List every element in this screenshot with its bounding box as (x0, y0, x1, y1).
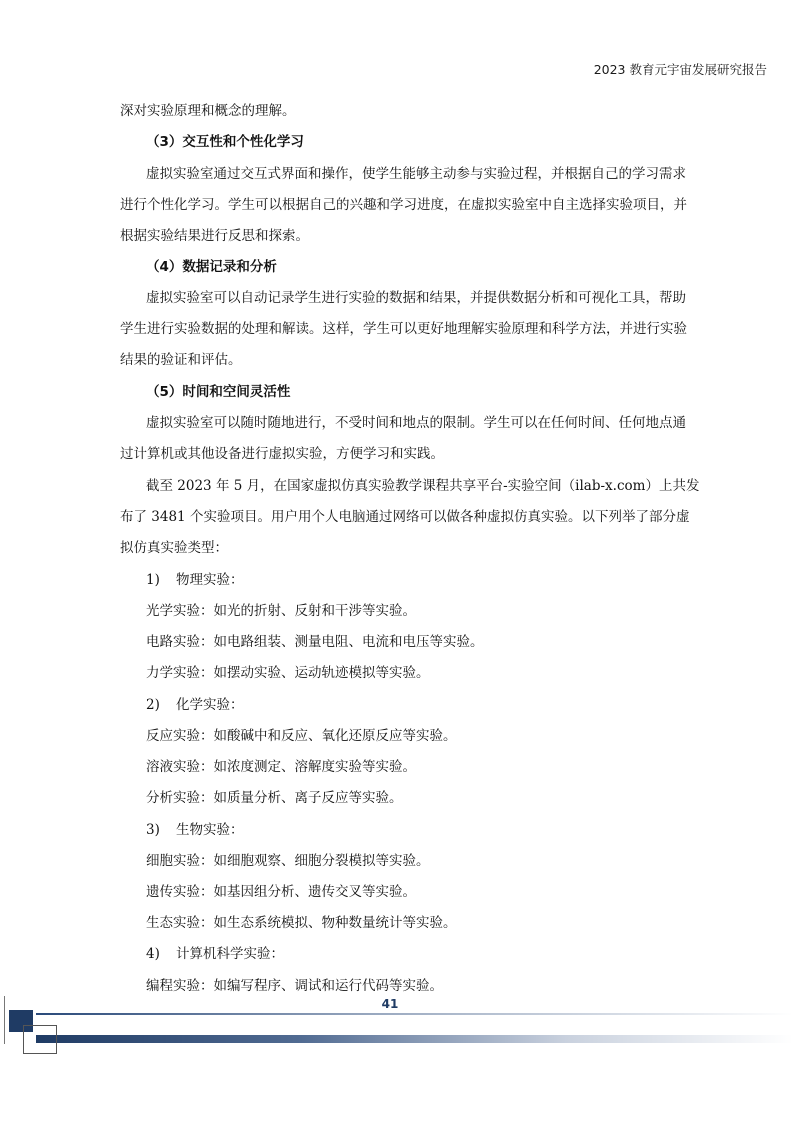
example-line: 力学实验：如摆动实验、运动轨迹模拟等实验。 (146, 665, 430, 681)
list-number: 1) (146, 572, 160, 588)
paragraph-line: 虚拟实验室可以随时随地进行，不受时间和地点的限制。学生可以在任何时间、任何地点通 (146, 415, 686, 431)
example-line: 分析实验：如质量分析、离子反应等实验。 (146, 790, 403, 806)
paragraph-line: 进行个性化学习。学生可以根据自己的兴趣和学习进度，在虚拟实验室中自主选择实验项目，并 (120, 197, 687, 213)
list-label: 计算机科学实验： (176, 946, 284, 962)
section-heading-4: （4）数据记录和分析 (146, 259, 277, 275)
paragraph-line: 截至 2023 年 5 月，在国家虚拟仿真实验教学课程共享平台-实验空间（ilab-x.com）上共发 (146, 478, 700, 494)
paragraph-line: 虚拟实验室可以自动记录学生进行实验的数据和结果，并提供数据分析和可视化工具，帮助 (146, 290, 686, 306)
section-heading-5: （5）时间和空间灵活性 (146, 384, 291, 400)
footer-decoration-outline (23, 1025, 57, 1054)
footer-divider (4, 996, 5, 1044)
example-line: 编程实验：如编写程序、调试和运行代码等实验。 (146, 978, 443, 994)
footer-rule-thin (36, 1013, 793, 1015)
running-header: 2023 教育元宇宙发展研究报告 (593, 62, 767, 77)
list-item (146, 571, 244, 589)
paragraph-line: 结果的验证和评估。 (120, 352, 242, 368)
example-line: 细胞实验：如细胞观察、细胞分裂模拟等实验。 (146, 853, 430, 869)
example-line: 光学实验：如光的折射、反射和干涉等实验。 (146, 603, 416, 619)
list-item (146, 945, 284, 963)
list-number: 3) (146, 822, 160, 838)
paragraph-line: 拟仿真实验类型： (120, 540, 228, 556)
example-line: 电路实验：如电路组装、测量电阻、电流和电压等实验。 (146, 634, 484, 650)
section-heading-3: （3）交互性和个性化学习 (146, 134, 304, 150)
list-label: 化学实验： (176, 697, 244, 713)
list-label: 物理实验： (176, 572, 244, 588)
footer-rule-thick (36, 1035, 793, 1043)
list-label: 生物实验： (176, 822, 244, 838)
paragraph-line: 根据实验结果进行反思和探索。 (120, 228, 309, 244)
list-number: 2) (146, 697, 160, 713)
list-number: 4) (146, 946, 160, 962)
paragraph-line: 学生进行实验数据的处理和解读。这样，学生可以更好地理解实验原理和科学方法，并进行实验 (120, 321, 687, 337)
page-number: 41 (381, 997, 399, 1011)
example-line: 生态实验：如生态系统模拟、物种数量统计等实验。 (146, 915, 457, 931)
paragraph-line: 布了 3481 个实验项目。用户用个人电脑通过网络可以做各种虚拟仿真实验。以下列举了部分虚 (120, 509, 690, 525)
continuation-text: 深对实验原理和概念的理解。 (120, 103, 296, 119)
paragraph-line: 过计算机或其他设备进行虚拟实验，方便学习和实践。 (120, 446, 444, 462)
paragraph-line: 虚拟实验室通过交互式界面和操作，使学生能够主动参与实验过程，并根据自己的学习需求 (146, 166, 686, 182)
example-line: 遗传实验：如基因组分析、遗传交叉等实验。 (146, 884, 416, 900)
list-item (146, 821, 244, 839)
example-line: 反应实验：如酸碱中和反应、氧化还原反应等实验。 (146, 728, 457, 744)
example-line: 溶液实验：如浓度测定、溶解度实验等实验。 (146, 759, 416, 775)
list-item (146, 696, 244, 714)
